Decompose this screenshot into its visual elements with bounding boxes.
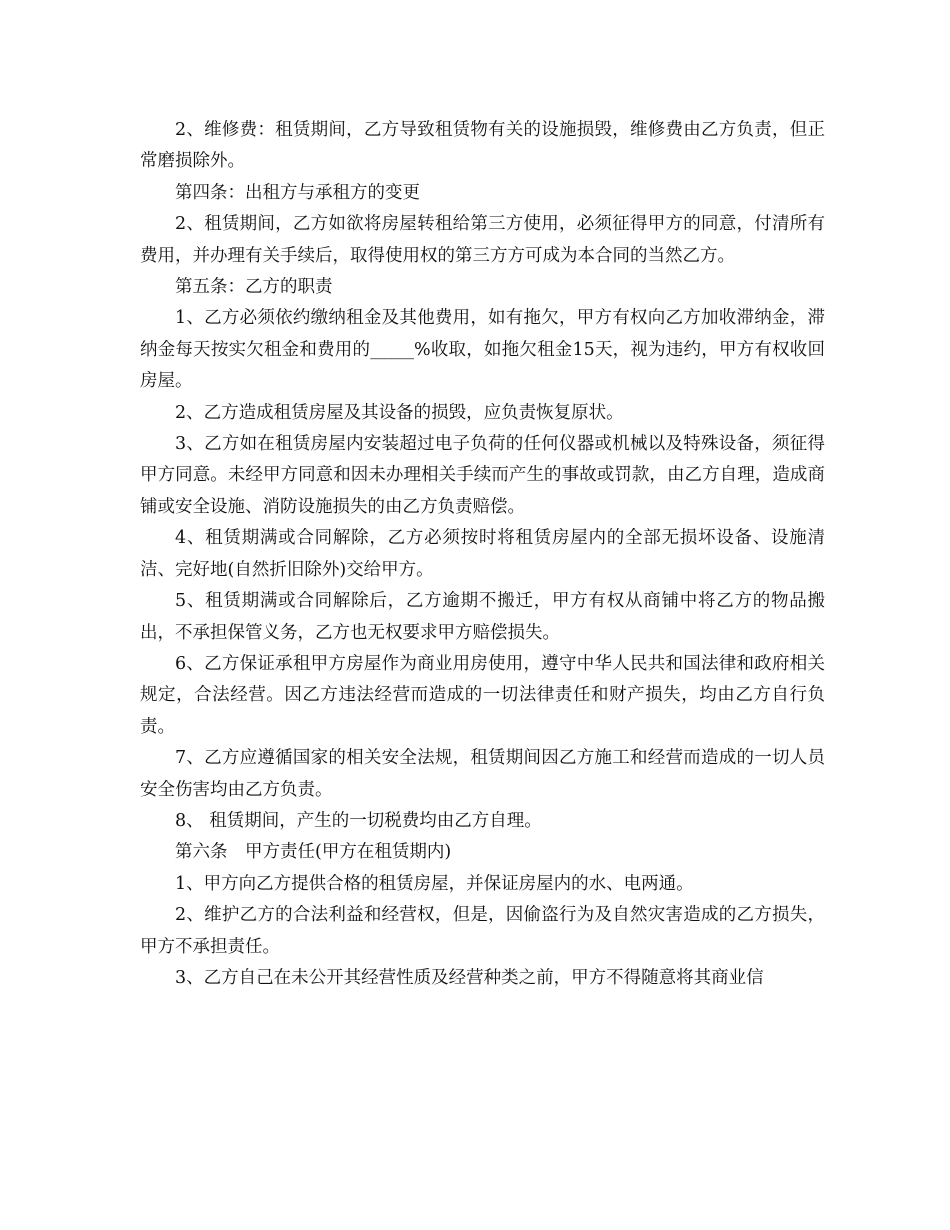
paragraph-overdue-move: 5、租赁期满或合同解除后，乙方逾期不搬迁，甲方有权从商铺中将乙方的物品搬出，不承担保管义务，乙方也无权要求甲方赔偿损失。 [140,591,825,643]
paragraph-sublease: 2、租赁期间，乙方如欲将房屋转租给第三方使用，必须征得甲方的同意，付清所有费用，并办理有关手续后，取得使用权的第三方方可成为本合同的当然乙方。 [140,214,825,266]
paragraph-taxes: 8、 租赁期间，产生的一切税费均由乙方自理。 [175,810,542,831]
paragraph-rent-payment: 1、乙方必须依约缴纳租金及其他费用，如有拖欠，甲方有权向乙方加收滞纳金，滞纳金每天按实欠租金和费用的_____%收取，如拖欠租金15天，视为违约，甲方有权收回房屋。 [140,308,825,392]
paragraph-qualified-premises: 1、甲方向乙方提供合格的租赁房屋，并保证房屋内的水、电两通。 [175,873,694,894]
heading-article-5: 第五条：乙方的职责 [175,277,333,298]
paragraph-commercial-use: 6、乙方保证承租甲方房屋作为商业用房使用，遵守中华人民共和国法律和政府相关规定，合法经营。因乙方违法经营而造成的一切法律责任和财产损失，均由乙方自行负责。 [140,653,825,737]
heading-article-6: 第六条 甲方责任(甲方在租赁期内) [175,842,452,863]
paragraph-repair-fee: 2、维修费：租赁期间，乙方导致租赁物有关的设施损毁，维修费由乙方负责，但正常磨损除外。 [140,120,825,172]
paragraph-equipment-install: 3、乙方如在租赁房屋内安装超过电子负荷的任何仪器或机械以及特殊设备，须征得甲方同意。未经甲方同意和因未办理相关手续而产生的事故或罚款，由乙方自理，造成商铺或安全设施、消防设施损失的由乙方负责赔偿。 [140,434,825,517]
paragraph-protect-rights: 2、维护乙方的合法利益和经营权，但是，因偷盗行为及自然灾害造成的乙方损失，甲方不承担责任。 [140,905,825,957]
document-body [140,115,825,994]
paragraph-handover: 4、租赁期满或合同解除，乙方必须按时将租赁房屋内的全部无损坏设备、设施清洁、完好地(自然折旧除外)交给甲方。 [140,528,825,580]
paragraph-confidentiality: 3、乙方自己在未公开其经营性质及经营种类之前，甲方不得随意将其商业信 [175,967,764,988]
paragraph-damage-restore: 2、乙方造成租赁房屋及其设备的损毁，应负责恢复原状。 [175,402,624,423]
heading-article-4: 第四条：出租方与承租方的变更 [175,182,420,203]
paragraph-safety: 7、乙方应遵循国家的相关安全法规，租赁期间因乙方施工和经营而造成的一切人员安全伤害均由乙方负责。 [140,748,825,800]
